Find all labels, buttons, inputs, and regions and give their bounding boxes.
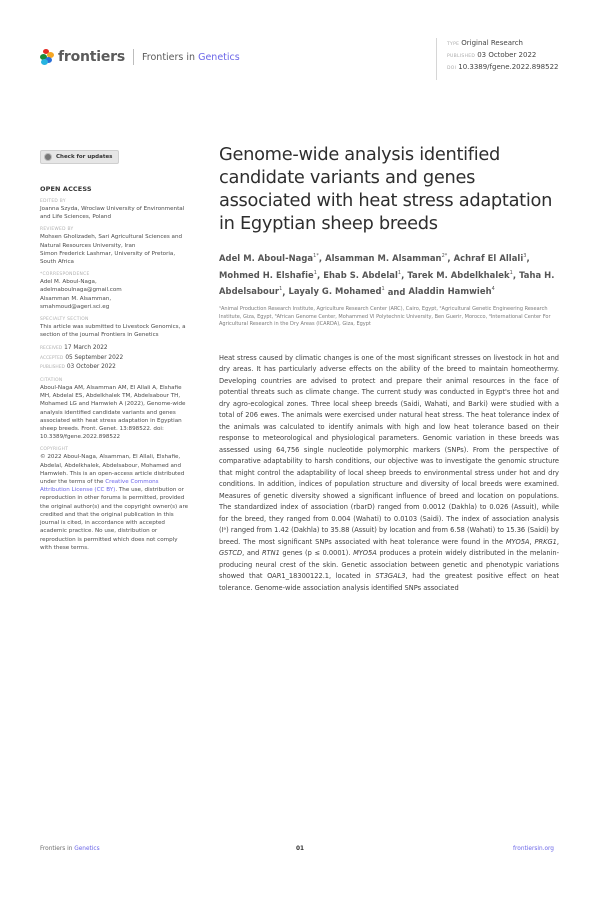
author[interactable]: Adel M. Aboul-Naga$^{1*}$ xyxy=(219,252,319,263)
copyright-text xyxy=(40,453,190,551)
abstract-part: , had the greatest positive effect on heat tolerance. Genome-wide association analysis identified SNPs associated xyxy=(219,572,559,592)
frontiers-logo-icon xyxy=(40,49,54,65)
article-main xyxy=(219,143,559,594)
citation-label: CITATION xyxy=(40,378,63,384)
journal-prefix: Frontiers in xyxy=(142,51,199,63)
author[interactable]: Aladdin Hamwieh$^4$ xyxy=(408,286,495,297)
meta-published xyxy=(447,50,558,62)
editor: Joanna Szyda, Wroclaw University of Environmental and Life Sciences, Poland xyxy=(40,206,185,221)
meta-published-label: PUBLISHED xyxy=(447,54,476,59)
footer-journal xyxy=(40,846,100,852)
corresponding-author: Adel M. Aboul-Naga, xyxy=(40,279,97,286)
citation-section xyxy=(40,377,190,441)
journal-accent: Genetics xyxy=(198,51,240,63)
update-check-icon xyxy=(44,153,52,161)
meta-type xyxy=(447,38,558,50)
author-list xyxy=(219,249,559,299)
article-title: Genome-wide analysis identified candidate variants and genes associated with heat stress adaptation in Egyptian sheep breeds xyxy=(219,144,553,234)
gene-name: ST3GAL3 xyxy=(375,572,406,581)
abstract-part: genes (p ≤ 0.0001). xyxy=(279,549,354,558)
footer-journal-prefix: Frontiers in xyxy=(40,846,75,852)
author-separator: , xyxy=(282,286,289,297)
edited-by-section xyxy=(40,198,190,221)
abstract-sep: , xyxy=(556,537,559,546)
author[interactable]: Alsamman M. Alsamman$^{2*}$ xyxy=(325,252,448,263)
copyright-section xyxy=(40,446,190,551)
copyright-pre: © 2022 Aboul-Naga, Alsamman, El Allali, Elshafie, Abdelal, Abdelkhalek, Abdelsabour, Mohamed and Hamwieh. This is an open-access article distributed under the terms of the xyxy=(40,454,185,486)
published-date xyxy=(40,363,190,372)
author[interactable]: Tarek M. Abdelkhalek$^1$ xyxy=(407,269,513,280)
dates-section xyxy=(40,344,190,372)
copyright-post: . The use, distribution or reproduction in other forums is permitted, provided the original author(s) and the copyright owner(s) are credited and that the original publication in this journal is cited, in accordance with accepted academic practice. No use, distribution or reproduction is permitted which does not comply with these terms. xyxy=(40,487,189,551)
open-access-heading: OPEN ACCESS xyxy=(40,185,92,193)
abstract-sep: , xyxy=(529,537,535,546)
reviewed-by-label: REVIEWED BY xyxy=(40,227,74,233)
page-number: 01 xyxy=(296,846,305,852)
check-updates-label: Check for updates xyxy=(56,154,113,160)
abstract-part: produces a protein widely distributed in the melanin-producing neural crest of the skin. Genetic association between genetic and phenotypic variations showed that OAR1_18300122.1, located in xyxy=(219,549,559,581)
specialty-section xyxy=(40,316,190,339)
received-date xyxy=(40,344,190,353)
gene-name: MYO5A xyxy=(505,537,530,546)
author-affiliation-marker: 1 xyxy=(509,269,513,276)
author-affiliation-marker: 1 xyxy=(279,286,283,293)
meta-published-value: 03 October 2022 xyxy=(477,51,537,59)
abstract xyxy=(219,353,559,595)
author-affiliation-marker: 1 xyxy=(381,286,385,293)
corresponding-email[interactable]: smahmoud@ageri.sci.eg xyxy=(40,303,110,310)
journal-name xyxy=(142,52,240,63)
meta-doi xyxy=(447,62,558,74)
cc-by-license-link[interactable]: Creative Commons Attribution License (CC BY) xyxy=(40,479,159,494)
author[interactable]: Ehab S. Abdelal$^1$ xyxy=(323,269,402,280)
frontiersin-link[interactable]: frontiersin.org xyxy=(512,846,554,852)
reviewer: Simon Frederick Lashmar, University of Pretoria, South Africa xyxy=(40,250,176,266)
affiliations: ¹Animal Production Research Institute, Agriculture Research Center (ARC), Cairo, Egypt, ²Agricultural Genetic Engineering Research Institute, Giza, Egypt, ³African Genome Center, Mohammed VI Polytechnic University, Ben Guerir, Morocco, ⁴International Center For Agricultural Research in the Dry Areas (ICARDA), Giza, Egypt xyxy=(219,306,551,328)
specialty-text: This article was submitted to Livestock Genomics, a section of the journal Frontiers in Genetics xyxy=(40,324,186,339)
received-value: 17 March 2022 xyxy=(64,345,108,352)
abstract-sep: , and xyxy=(242,549,262,558)
copyright-label: COPYRIGHT xyxy=(40,447,69,453)
author-separator: , xyxy=(526,252,530,263)
corresponding-author: Alsamman M. Alsamman, xyxy=(40,295,112,302)
meta-type-value: Original Research xyxy=(461,39,523,47)
specialty-label: SPECIALTY SECTION xyxy=(40,317,89,323)
journal-header xyxy=(40,46,240,68)
author-affiliation-marker: 4 xyxy=(491,286,495,293)
meta-doi-label: DOI xyxy=(447,66,457,71)
brand-name: frontiers xyxy=(58,49,126,65)
author[interactable]: Taha H. Abdelsabour$^1$ xyxy=(219,269,555,297)
published-value: 03 October 2022 xyxy=(66,363,116,370)
author-affiliation-marker: 2* xyxy=(441,253,448,259)
published-label: PUBLISHED xyxy=(40,364,65,370)
received-label: RECEIVED xyxy=(40,346,63,352)
gene-name: PRKG1 xyxy=(534,537,557,546)
accepted-date xyxy=(40,354,190,363)
author-separator: , xyxy=(447,252,454,263)
author-separator: and xyxy=(384,286,409,297)
gene-name: GSTCD xyxy=(219,549,243,558)
author-affiliation-marker: 1 xyxy=(397,269,402,276)
edited-by-label: EDITED BY xyxy=(40,199,66,204)
author-affiliation-marker: 1 xyxy=(313,269,317,276)
author-affiliation-marker: 1* xyxy=(313,253,319,259)
author-separator: , xyxy=(318,252,326,263)
check-for-updates-button[interactable] xyxy=(40,150,119,164)
page-footer xyxy=(40,846,560,858)
author-separator: , xyxy=(401,269,408,280)
author[interactable]: Layaly G. Mohamed$^1$ xyxy=(288,286,385,297)
author[interactable]: Mohmed H. Elshafie$^1$ xyxy=(219,269,317,280)
meta-doi-value[interactable]: 10.3389/fgene.2022.898522 xyxy=(458,63,559,71)
gene-name: RTN1 xyxy=(261,549,280,558)
meta-type-label: TYPE xyxy=(447,42,460,47)
citation-text: Aboul-Naga AM, Alsamman AM, El Allali A, Elshafie MH, Abdelal ES, Abdelkhalek TM, Abdelsabour TH, Mohamed LG and Hamwieh A (2022), Genome-wide analysis identified candidate variants and genes associated with heat stress adaptation in Egyptian sheep breeds. Front. Genet. 13:898522. doi: 10.3389/fgene.2022.898522 xyxy=(40,385,186,441)
author[interactable]: Achraf El Allali$^3$ xyxy=(453,252,527,263)
author-affiliation-marker: 3 xyxy=(523,253,527,259)
abstract-part: Heat stress caused by climatic changes is one of the most significant stresses on livestock in hot and dry areas. It has particularly adverse effects on the ability of the breed to maintain homeothermy. Developing countries are advised to protect and prepare their animal resources in the face of potential threats such as climate change. The current study was conducted in Egypt's three hot and dry agro-ecological zones. Three local sheep breeds (Saidi, Wahati, and Barki) were studied with a total of 206 ewes. The animals were exercised under natural heat stress. The heat tolerance index of the animals was calculated to identify animals with high and low heat tolerance based on their response to meteorological and physiological parameters. Genomic variation in these breeds was assessed using 64,756 single nucleotide polymorphic markers (SNPs). From the perspective of comparative adaptability to harsh conditions, our objective was to investigate the genomic structure that might control the adaptability of local sheep breeds to environmental stress under hot and dry conditions. In addition, indices of population structure and diversity of local breeds were examined. Measures of genetic diversity showed a significant influence of breed and location on populations. The standardized index of association (rbarD) ranged from 0.0012 (Dakhla) to 0.026 (Assuit), while for the breed, they ranged from 0.004 (Wahati) to 0.0103 (Saidi). The index of association analysis (Iᵃ) ranged from 1.42 (Dakhla) to 35.88 (Assuit) by location and from 6.58 (Wahati) to 15.36 (Saidi) by breed. The most significant SNPs associated with heat tolerance were found in the xyxy=(219,353,559,546)
correspondence-label: *CORRESPONDENCE xyxy=(40,272,90,278)
corresponding-email[interactable]: adelmaboulnaga@gmail.com xyxy=(40,287,122,294)
accepted-label: ACCEPTED xyxy=(40,355,64,361)
accepted-value: 05 September 2022 xyxy=(65,354,124,361)
author-separator: , xyxy=(317,269,324,280)
reviewer: Mohsen Gholizadeh, Sari Agricultural Sciences and Natural Resources University, Iran xyxy=(40,234,183,249)
header-divider xyxy=(133,49,134,65)
author-separator: , xyxy=(512,269,520,280)
sidebar xyxy=(40,146,190,552)
footer-journal-accent: Genetics xyxy=(74,846,100,852)
correspondence-section xyxy=(40,271,190,311)
article-meta xyxy=(436,38,558,80)
gene-name: MYO5A xyxy=(353,549,377,558)
reviewed-by-section xyxy=(40,226,190,266)
